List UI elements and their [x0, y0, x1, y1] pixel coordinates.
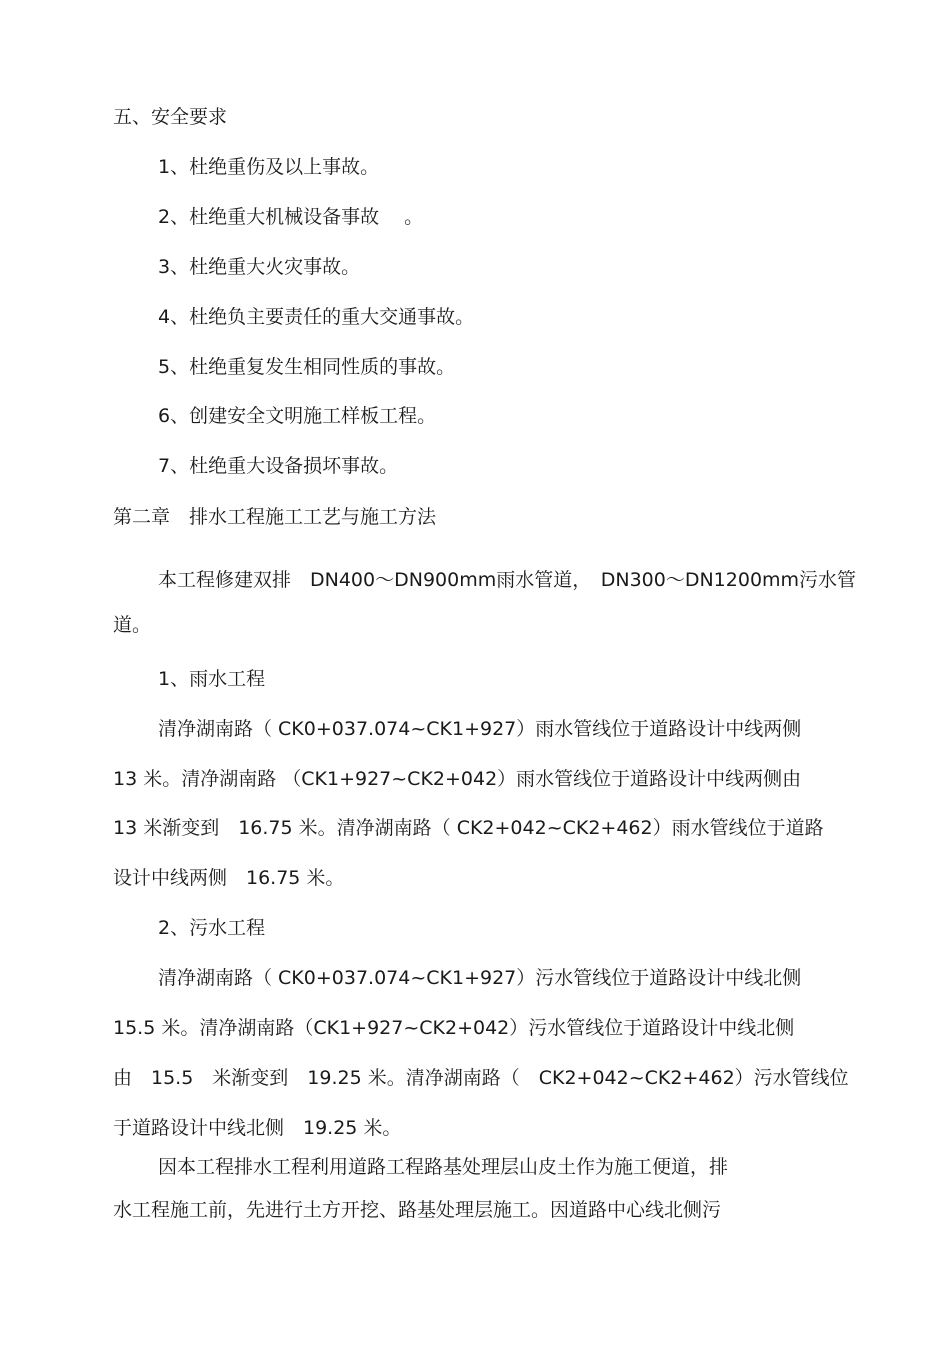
paragraph-line: 由 15.5 米渐变到 19.25 米。清净湖南路（ CK2+042~CK2+462）污水管线位: [113, 1067, 849, 1089]
list-item: 5、杜绝重复发生相同性质的事故。: [158, 356, 456, 378]
paragraph-line: 清净湖南路（ CK0+037.074~CK1+927）雨水管线位于道路设计中线两侧: [158, 718, 802, 740]
list-item: 6、创建安全文明施工样板工程。: [158, 405, 437, 427]
paragraph-line: 15.5 米。清净湖南路（CK1+927~CK2+042）污水管线位于道路设计中线北侧: [113, 1017, 795, 1039]
paragraph-line: 因本工程排水工程利用道路工程路基处理层山皮土作为施工便道，排: [158, 1156, 729, 1178]
paragraph-line: 本工程修建双排 DN400～DN900mm雨水管道， DN300～DN1200mm污水管: [158, 569, 857, 591]
subsection-heading-sewage: 2、污水工程: [158, 917, 266, 939]
chapter-heading: 第二章 排水工程施工工艺与施工方法: [113, 506, 437, 528]
list-item: 2、杜绝重大机械设备事故 。: [158, 206, 424, 228]
list-item: 4、杜绝负主要责任的重大交通事故。: [158, 306, 475, 328]
list-item: 7、杜绝重大设备损坏事故。: [158, 455, 399, 477]
list-item: 3、杜绝重大火灾事故。: [158, 256, 361, 278]
paragraph-line: 设计中线两侧 16.75 米。: [113, 867, 345, 889]
paragraph-line: 水工程施工前，先进行土方开挖、路基处理层施工。因道路中心线北侧污: [113, 1199, 722, 1221]
list-item: 1、杜绝重伤及以上事故。: [158, 156, 380, 178]
paragraph-line: 清净湖南路（ CK0+037.074~CK1+927）污水管线位于道路设计中线北侧: [158, 967, 802, 989]
subsection-heading-rain: 1、雨水工程: [158, 668, 266, 690]
paragraph-line: 道。: [113, 614, 152, 636]
section-heading-safety: 五、安全要求: [113, 106, 228, 128]
paragraph-line: 13 米。清净湖南路 （CK1+927~CK2+042）雨水管线位于道路设计中线两侧由: [113, 768, 802, 790]
paragraph-line: 13 米渐变到 16.75 米。清净湖南路（ CK2+042~CK2+462）雨水管线位于道路: [113, 817, 824, 839]
paragraph-line: 于道路设计中线北侧 19.25 米。: [113, 1117, 402, 1139]
